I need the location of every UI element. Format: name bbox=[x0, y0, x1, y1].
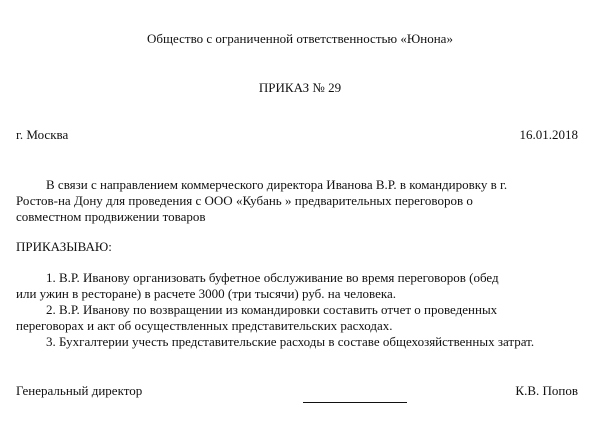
order-city: г. Москва bbox=[16, 127, 69, 142]
signature-line bbox=[303, 402, 407, 403]
order-item-line: 3. Бухгалтерии учесть представительские расходы в составе общехозяйственных затрат. bbox=[46, 334, 535, 349]
order-word: ПРИКАЗЫВАЮ: bbox=[16, 239, 112, 254]
preamble-line: совместном продвижении товаров bbox=[16, 209, 206, 224]
preamble-line: В связи с направлением коммерческого директора Иванова В.Р. в командировку в г. bbox=[46, 177, 508, 192]
order-title: ПРИКАЗ № 29 bbox=[258, 80, 342, 95]
order-item-line: 2. В.Р. Иванову по возвращении из командировки составить отчет о проведенных bbox=[46, 302, 498, 317]
order-date: 16.01.2018 bbox=[519, 127, 578, 142]
organization-name: Общество с ограниченной ответственностью «Юнона» bbox=[147, 31, 453, 46]
order-item-line: или ужин в ресторане) в расчете 3000 (три тысячи) руб. на человека. bbox=[16, 286, 397, 301]
order-item-line: 1. В.Р. Иванову организовать буфетное обслуживание во время переговоров (обед bbox=[46, 270, 499, 285]
preamble-line: Ростов-на Дону для проведения с ООО «Кубань » предварительных переговоров о bbox=[16, 193, 473, 208]
signatory-name: К.В. Попов bbox=[515, 383, 578, 398]
order-item-line: переговорах и акт об осуществленных представительских расходах. bbox=[16, 318, 393, 333]
signatory-title: Генеральный директор bbox=[16, 383, 143, 398]
